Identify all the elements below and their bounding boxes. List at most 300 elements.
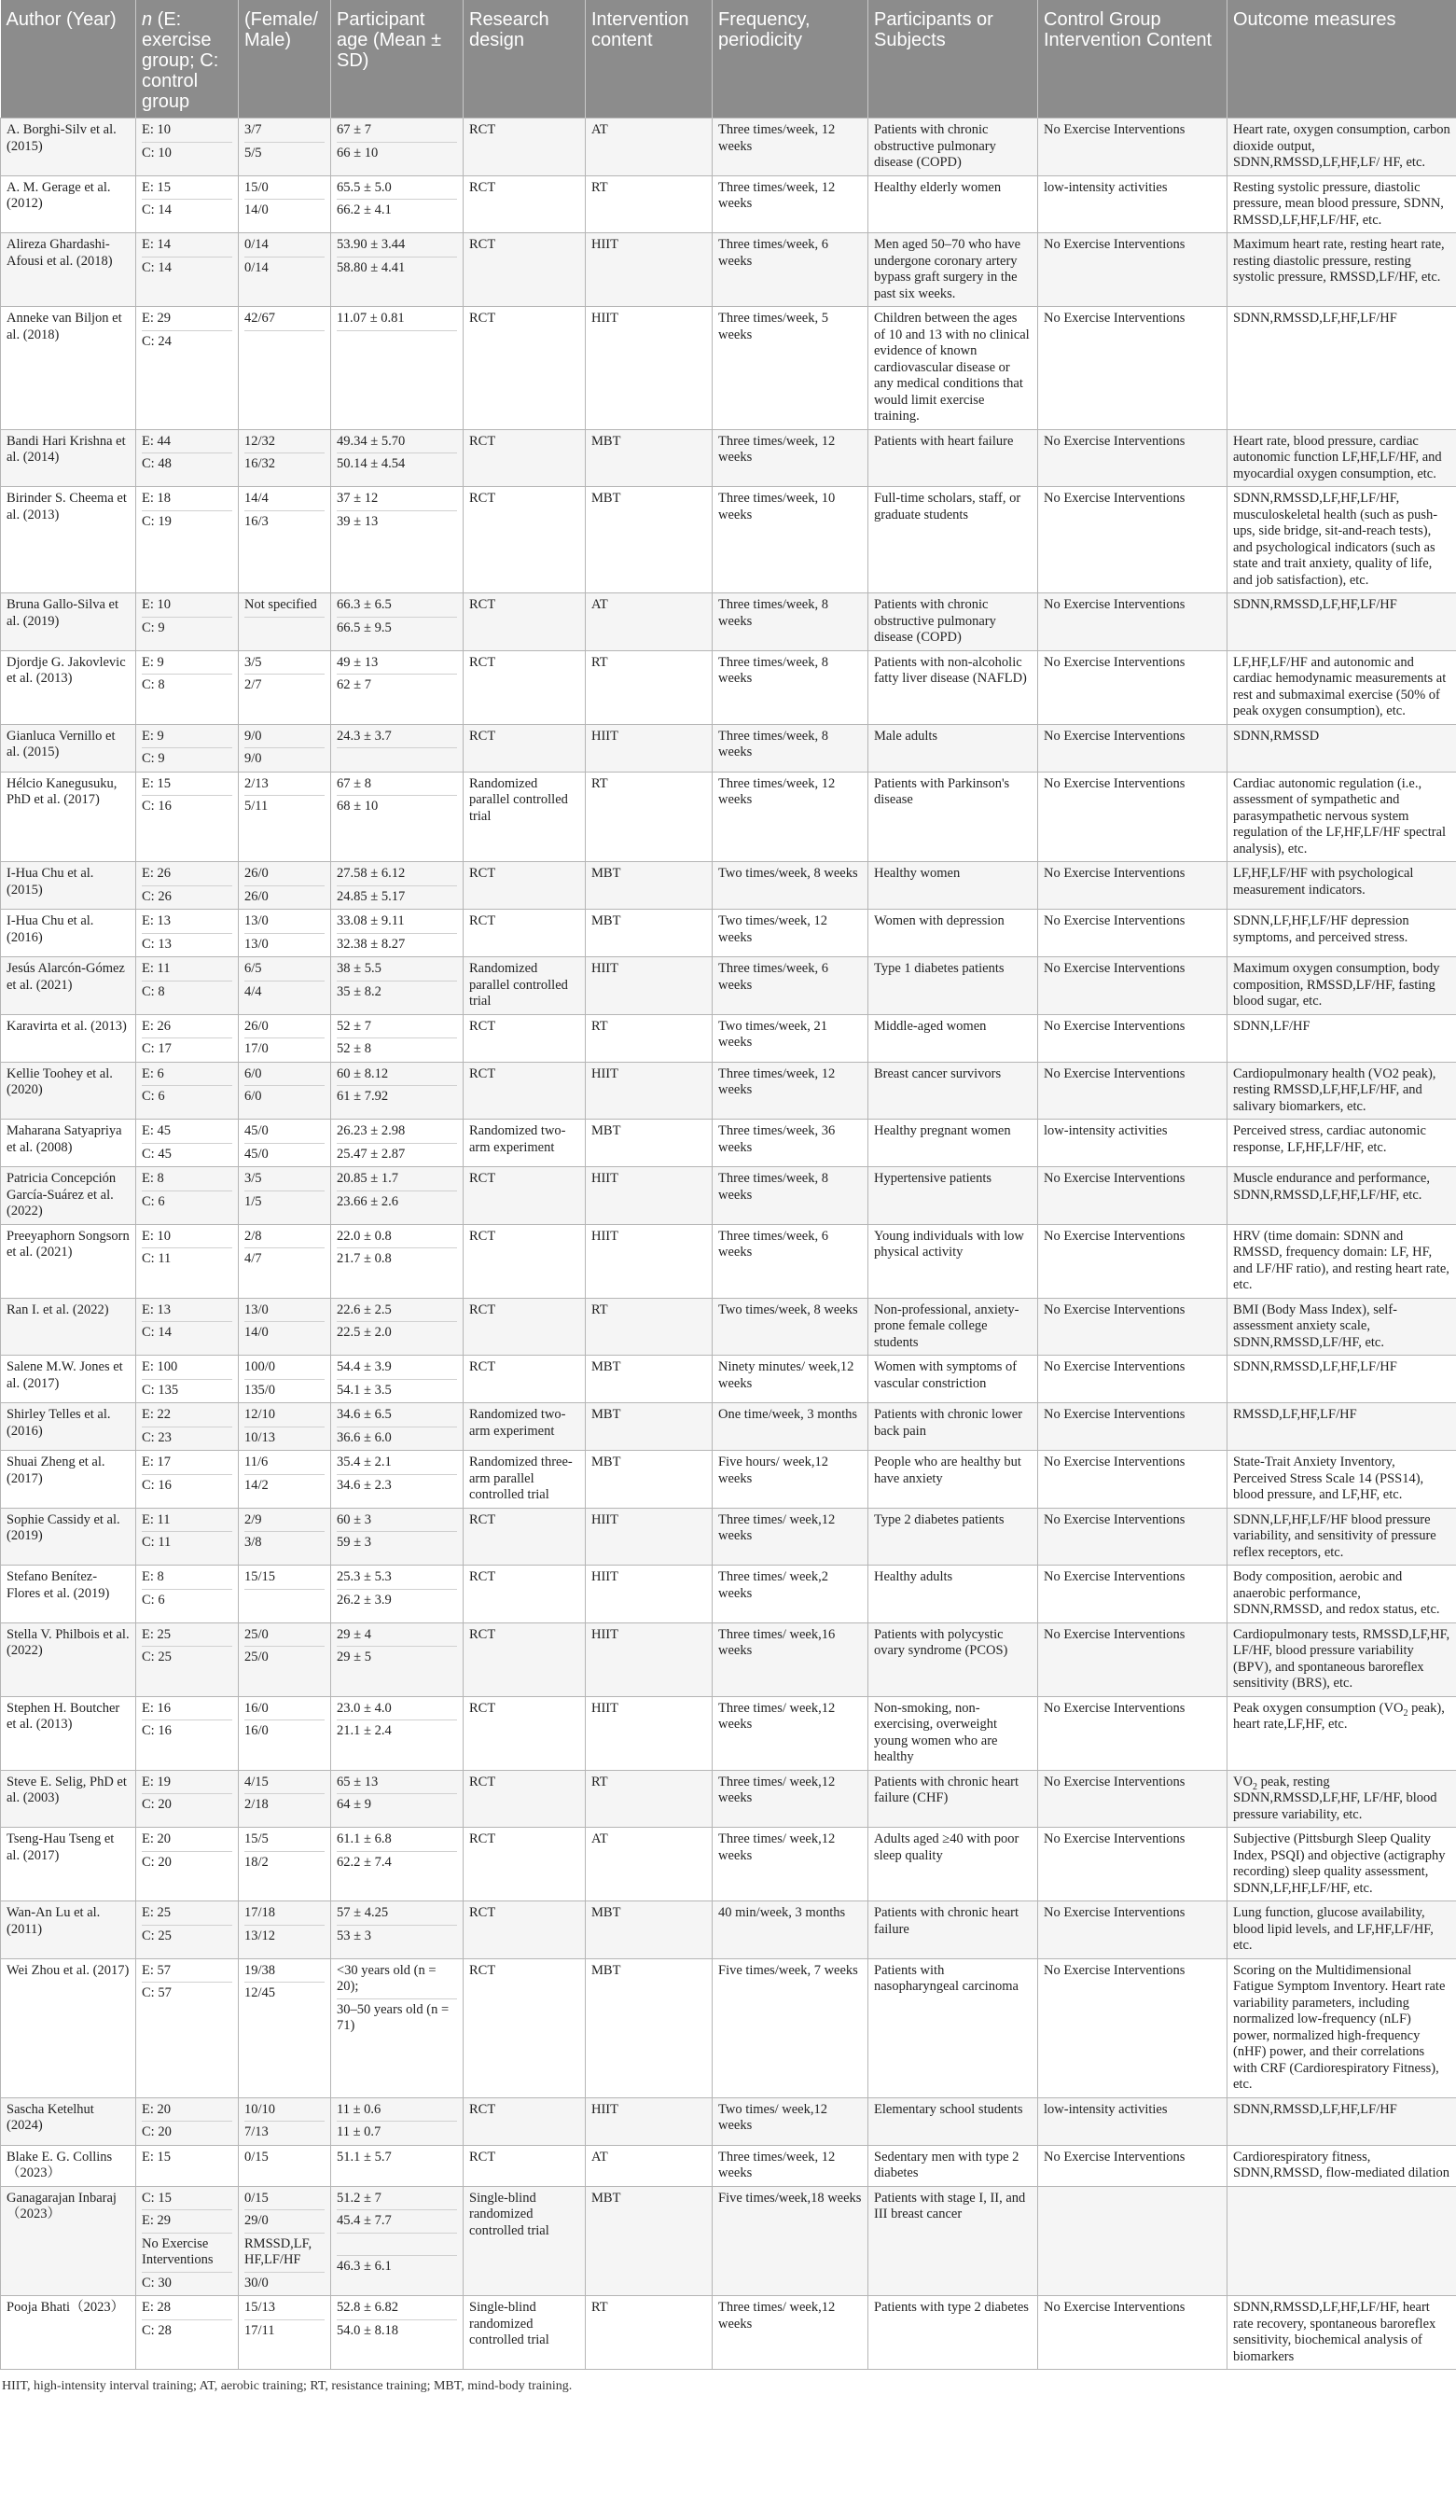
- outcomes-text: RMSSD,LF,HF,LF/HF: [1233, 1407, 1357, 1422]
- cell-sex-ratio-entry: 4/7: [244, 1247, 325, 1268]
- cell-frequency: 40 min/week, 3 months: [713, 1901, 868, 1959]
- cell-outcomes: [1227, 910, 1456, 957]
- cell-sex-ratio-entry: 9/0: [244, 728, 262, 744]
- cell-sex-ratio: [239, 862, 331, 910]
- cell-control: low-intensity activities: [1038, 1120, 1227, 1167]
- cell-sex-ratio-entry: 16/0: [244, 1719, 325, 1740]
- cell-sample-size-entry: E: 10: [142, 597, 172, 612]
- cell-age-entry: 30–50 years old (n = 71): [337, 1998, 457, 2035]
- cell-sample-size-entry: E: 29: [142, 2209, 232, 2230]
- cell-sample-size-entry: E: 25: [142, 1626, 172, 1642]
- cell-participants: Healthy women: [868, 862, 1038, 910]
- cell-design: RCT: [464, 1014, 586, 1062]
- cell-sample-size-entry: C: 25: [142, 1646, 232, 1666]
- cell-sex-ratio-entry: 2/9: [244, 1511, 262, 1527]
- cell-design: RCT: [464, 429, 586, 487]
- cell-sample-size: [136, 2296, 239, 2370]
- cell-control: low-intensity activities: [1038, 175, 1227, 233]
- col-age: Participant age (Mean ± SD): [331, 0, 464, 118]
- outcomes-text: SDNN,RMSSD,LF,HF,LF/HF, heart rate recovery, spontaneous baroreflex sensitivity, biochemical analysis of biomarkers: [1233, 2300, 1436, 2364]
- cell-participants: Type 2 diabetes patients: [868, 1508, 1038, 1566]
- cell-sex-ratio-entry: 42/67: [244, 311, 276, 326]
- cell-sample-size: [136, 1566, 239, 1623]
- cell-age-entry: 37 ± 12: [337, 491, 379, 506]
- cell-sex-ratio-entry: 25/0: [244, 1626, 269, 1642]
- cell-frequency: Three times/ week,12 weeks: [713, 1508, 868, 1566]
- cell-sex-ratio-entry: 1/5: [244, 1190, 325, 1211]
- table-row: [1, 2186, 1456, 2296]
- outcomes-text: Subjective (Pittsburgh Sleep Quality Index, PSQI) and objective (actigraphy recording) sleep quality assessment, SDNN,LF,HF,LF/HF, etc.: [1233, 1831, 1446, 1896]
- cell-outcomes: [1227, 593, 1456, 651]
- cell-age-entry: 53.90 ± 3.44: [337, 237, 406, 252]
- cell-sex-ratio: [239, 429, 331, 487]
- cell-control: No Exercise Interventions: [1038, 1167, 1227, 1225]
- cell-sample-size: [136, 1356, 239, 1403]
- outcomes-text: SDNN,RMSSD,LF,HF,LF/HF, musculoskeletal health (such as push-ups, side bridge, sit-and-reach tests), and psychological indicators (such as state and trait anxiety, quality of life, and job satisfaction), etc.: [1233, 491, 1438, 588]
- cell-sample-size-entry: E: 45: [142, 1123, 172, 1138]
- table-row: [1, 1014, 1456, 1062]
- col-sex: (Female/ Male): [239, 0, 331, 118]
- cell-author: Jesús Alarcón-Gómez et al. (2021): [1, 957, 136, 1015]
- cell-sex-ratio: [239, 175, 331, 233]
- cell-age-entry: 24.3 ± 3.7: [337, 728, 392, 744]
- cell-sample-size-entry: E: 22: [142, 1407, 172, 1422]
- cell-sample-size: [136, 1014, 239, 1062]
- cell-design: RCT: [464, 487, 586, 593]
- cell-intervention: MBT: [586, 1403, 713, 1451]
- cell-outcomes: [1227, 2186, 1456, 2296]
- cell-outcomes: [1227, 772, 1456, 862]
- cell-intervention: HIIT: [586, 1622, 713, 1696]
- cell-sex-ratio: [239, 1298, 331, 1356]
- cell-age: [331, 175, 464, 233]
- cell-sample-size-entry: E: 11: [142, 961, 171, 976]
- cell-sex-ratio-entry: 0/14: [244, 237, 269, 252]
- cell-sample-size-entry: E: 20: [142, 1831, 172, 1846]
- cell-age-entry: 34.6 ± 6.5: [337, 1407, 392, 1422]
- cell-author: Sascha Ketelhut (2024): [1, 2097, 136, 2145]
- cell-control: No Exercise Interventions: [1038, 1451, 1227, 1509]
- cell-author: Anneke van Biljon et al. (2018): [1, 307, 136, 430]
- outcomes-text: Maximum oxygen consumption, body composition, RMSSD,LF/HF, fasting blood sugar, etc.: [1233, 961, 1440, 1009]
- cell-author: Gianluca Vernillo et al. (2015): [1, 724, 136, 772]
- cell-age-entry: 52 ± 7: [337, 1018, 371, 1034]
- cell-sample-size-entry: E: 26: [142, 866, 172, 881]
- cell-intervention: HIIT: [586, 1566, 713, 1623]
- cell-sex-ratio-entry: 45/0: [244, 1123, 269, 1138]
- cell-participants: People who are healthy but have anxiety: [868, 1451, 1038, 1509]
- table-row: [1, 910, 1456, 957]
- cell-frequency: One time/week, 3 months: [713, 1403, 868, 1451]
- cell-age: [331, 1014, 464, 1062]
- cell-sample-size-entry: E: 15: [142, 775, 172, 791]
- cell-sex-ratio: [239, 1508, 331, 1566]
- cell-outcomes: [1227, 1120, 1456, 1167]
- cell-intervention: MBT: [586, 429, 713, 487]
- cell-sample-size-entry: C: 17: [142, 1037, 232, 1058]
- cell-sex-ratio: [239, 1622, 331, 1696]
- cell-sample-size-entry: C: 6: [142, 1085, 232, 1106]
- cell-design: RCT: [464, 1508, 586, 1566]
- cell-age-entry: 50.14 ± 4.54: [337, 452, 457, 473]
- cell-participants: Breast cancer survivors: [868, 1062, 1038, 1120]
- cell-sex-ratio-entry: 19/38: [244, 1962, 276, 1978]
- cell-sample-size-entry: E: 25: [142, 1905, 172, 1920]
- cell-age: [331, 1298, 464, 1356]
- cell-author: Maharana Satyapriya et al. (2008): [1, 1120, 136, 1167]
- cell-age-entry: 60 ± 3: [337, 1511, 371, 1527]
- cell-participants: Sedentary men with type 2 diabetes: [868, 2145, 1038, 2186]
- cell-age: [331, 2097, 464, 2145]
- cell-age-entry: 62.2 ± 7.4: [337, 1851, 457, 1872]
- cell-sex-ratio: [239, 233, 331, 307]
- outcomes-text: Perceived stress, cardiac autonomic response, LF,HF,LF/HF, etc.: [1233, 1123, 1426, 1155]
- cell-author: Blake E. G. Collins（2023）: [1, 2145, 136, 2186]
- cell-sample-size-entry: C: 8: [142, 674, 232, 694]
- cell-sample-size-entry: No Exercise Interventions: [142, 2233, 232, 2269]
- cell-sample-size-entry: C: 20: [142, 1851, 232, 1872]
- cell-control: No Exercise Interventions: [1038, 487, 1227, 593]
- cell-intervention: HIIT: [586, 1167, 713, 1225]
- cell-sex-ratio: [239, 2097, 331, 2145]
- cell-sample-size: [136, 650, 239, 724]
- cell-sex-ratio: [239, 118, 331, 176]
- cell-design: RCT: [464, 118, 586, 176]
- cell-frequency: Three times/week, 8 weeks: [713, 724, 868, 772]
- col-design: Research design: [464, 0, 586, 118]
- cell-control: No Exercise Interventions: [1038, 1958, 1227, 2097]
- cell-age-entry: 66 ± 10: [337, 142, 457, 162]
- cell-sample-size-entry: E: 20: [142, 2101, 172, 2117]
- cell-sex-ratio-entry: 13/0: [244, 1302, 269, 1317]
- cell-age-entry: 25.47 ± 2.87: [337, 1143, 457, 1163]
- cell-intervention: MBT: [586, 1120, 713, 1167]
- outcomes-text: Scoring on the Multidimensional Fatigue Symptom Inventory. Heart rate variability parameters, including normalized low-frequency (nLF) power, normalized high-frequency (nHF) power, and their correlations with CRF (Cardiorespiratory Fitness), etc.: [1233, 1962, 1446, 2092]
- cell-control: No Exercise Interventions: [1038, 118, 1227, 176]
- cell-sex-ratio-entry: [244, 617, 325, 637]
- cell-design: RCT: [464, 593, 586, 651]
- cell-age-entry: 61 ± 7.92: [337, 1085, 457, 1106]
- cell-sex-ratio-entry: Not specified: [244, 597, 317, 612]
- cell-age-entry: 66.3 ± 6.5: [337, 597, 392, 612]
- cell-outcomes: [1227, 2145, 1456, 2186]
- cell-sample-size-entry: E: 19: [142, 1774, 172, 1789]
- cell-age-entry: [337, 747, 457, 768]
- cell-design: Single-blind randomized controlled trial: [464, 2186, 586, 2296]
- cell-control: No Exercise Interventions: [1038, 1403, 1227, 1451]
- cell-age: [331, 1062, 464, 1120]
- cell-frequency: Three times/ week,12 weeks: [713, 2296, 868, 2370]
- cell-sample-size: [136, 1120, 239, 1167]
- cell-sex-ratio-entry: 30/0: [244, 2272, 325, 2292]
- cell-sex-ratio: [239, 1901, 331, 1959]
- cell-frequency: Three times/week, 8 weeks: [713, 650, 868, 724]
- cell-age-entry: 67 ± 8: [337, 775, 371, 791]
- cell-age: [331, 724, 464, 772]
- cell-author: Ganagarajan Inbaraj（2023）: [1, 2186, 136, 2296]
- cell-sex-ratio: [239, 593, 331, 651]
- cell-age-entry: 29 ± 4: [337, 1626, 371, 1642]
- table-row: [1, 957, 1456, 1015]
- cell-participants: Children between the ages of 10 and 13 with no clinical evidence of known cardiovascular disease or any medical conditions that would limit exercise training.: [868, 307, 1038, 430]
- cell-frequency: Three times/ week,16 weeks: [713, 1622, 868, 1696]
- cell-age-entry: 27.58 ± 6.12: [337, 866, 406, 881]
- cell-sex-ratio: [239, 2145, 331, 2186]
- cell-sex-ratio-entry: 4/15: [244, 1774, 269, 1789]
- cell-sample-size-entry: C: 57: [142, 1982, 232, 2002]
- cell-participants: Patients with stage I, II, and III breast cancer: [868, 2186, 1038, 2296]
- cell-age: [331, 1828, 464, 1901]
- cell-age-entry: 65 ± 13: [337, 1774, 379, 1789]
- cell-sample-size-entry: C: 9: [142, 617, 232, 637]
- cell-author: Shirley Telles et al. (2016): [1, 1403, 136, 1451]
- cell-sex-ratio-entry: 13/0: [244, 933, 325, 954]
- cell-sample-size-entry: C: 48: [142, 452, 232, 473]
- cell-intervention: MBT: [586, 1901, 713, 1959]
- cell-sample-size-entry: C: 45: [142, 1143, 232, 1163]
- cell-outcomes: [1227, 233, 1456, 307]
- cell-sample-size-entry: E: 100: [142, 1359, 178, 1374]
- cell-age: [331, 772, 464, 862]
- cell-sample-size-entry: C: 25: [142, 1925, 232, 1945]
- cell-age: [331, 1958, 464, 2097]
- cell-age: [331, 2145, 464, 2186]
- cell-sample-size: [136, 1167, 239, 1225]
- cell-control: No Exercise Interventions: [1038, 1224, 1227, 1298]
- cell-control: No Exercise Interventions: [1038, 2145, 1227, 2186]
- cell-frequency: Three times/week, 12 weeks: [713, 2145, 868, 2186]
- outcomes-text: SDNN,RMSSD,LF,HF,LF/HF: [1233, 597, 1397, 612]
- cell-design: RCT: [464, 2145, 586, 2186]
- cell-sex-ratio-entry: 17/18: [244, 1905, 276, 1920]
- table-row: [1, 772, 1456, 862]
- cell-author: Tseng-Hau Tseng et al. (2017): [1, 1828, 136, 1901]
- cell-sample-size-entry: C: 11: [142, 1247, 232, 1268]
- cell-control: No Exercise Interventions: [1038, 1828, 1227, 1901]
- cell-intervention: MBT: [586, 2186, 713, 2296]
- cell-sample-size-entry: E: 8: [142, 1171, 164, 1186]
- cell-sex-ratio: [239, 772, 331, 862]
- cell-outcomes: [1227, 429, 1456, 487]
- cell-sample-size: [136, 2097, 239, 2145]
- cell-control: No Exercise Interventions: [1038, 1508, 1227, 1566]
- cell-sex-ratio-entry: 6/0: [244, 1065, 262, 1081]
- cell-age-entry: 11.07 ± 0.81: [337, 311, 405, 326]
- cell-control: No Exercise Interventions: [1038, 957, 1227, 1015]
- cell-author: Shuai Zheng et al. (2017): [1, 1451, 136, 1509]
- outcomes-text: SDNN,LF,HF,LF/HF blood pressure variability, and sensitivity of pressure reflex receptors, etc.: [1233, 1511, 1436, 1560]
- table-row: [1, 1958, 1456, 2097]
- cell-control: No Exercise Interventions: [1038, 233, 1227, 307]
- cell-sample-size: [136, 1451, 239, 1509]
- cell-intervention: MBT: [586, 1958, 713, 2097]
- cell-sample-size-entry: C: 28: [142, 2319, 232, 2340]
- table-row: [1, 1508, 1456, 1566]
- cell-sample-size: [136, 1901, 239, 1959]
- table-row: [1, 1696, 1456, 1770]
- cell-age-entry: 54.0 ± 8.18: [337, 2319, 457, 2340]
- cell-intervention: AT: [586, 118, 713, 176]
- cell-age-entry: 67 ± 7: [337, 122, 371, 137]
- outcomes-text: Maximum heart rate, resting heart rate, resting diastolic pressure, resting systolic pressure, RMSSD,LF/HF, etc.: [1233, 237, 1445, 285]
- cell-intervention: RT: [586, 650, 713, 724]
- cell-design: RCT: [464, 862, 586, 910]
- cell-author: Sophie Cassidy et al. (2019): [1, 1508, 136, 1566]
- cell-control: No Exercise Interventions: [1038, 910, 1227, 957]
- cell-control: No Exercise Interventions: [1038, 1770, 1227, 1828]
- table-row: [1, 593, 1456, 651]
- cell-sex-ratio-entry: 26/0: [244, 866, 269, 881]
- cell-outcomes: [1227, 1508, 1456, 1566]
- cell-intervention: HIIT: [586, 1224, 713, 1298]
- cell-frequency: Three times/ week,2 weeks: [713, 1566, 868, 1623]
- col-author: Author (Year): [1, 0, 136, 118]
- cell-outcomes: [1227, 1958, 1456, 2097]
- cell-age-entry: 46.3 ± 6.1: [337, 2255, 457, 2276]
- cell-sex-ratio-entry: 13/0: [244, 913, 269, 928]
- cell-design: Randomized parallel controlled trial: [464, 772, 586, 862]
- cell-age-entry: 58.80 ± 4.41: [337, 257, 457, 277]
- cell-design: RCT: [464, 1566, 586, 1623]
- outcomes-prefix: Peak oxygen consumption (VO: [1233, 1700, 1404, 1716]
- cell-sample-size-entry: E: 10: [142, 122, 172, 137]
- cell-participants: Hypertensive patients: [868, 1167, 1038, 1225]
- cell-control: No Exercise Interventions: [1038, 1298, 1227, 1356]
- cell-outcomes: [1227, 1167, 1456, 1225]
- cell-age-entry: 29 ± 5: [337, 1646, 457, 1666]
- cell-outcomes: [1227, 957, 1456, 1015]
- cell-age-entry: 11 ± 0.7: [337, 2121, 457, 2141]
- cell-outcomes: [1227, 1403, 1456, 1451]
- cell-intervention: AT: [586, 593, 713, 651]
- cell-author: Wei Zhou et al. (2017): [1, 1958, 136, 2097]
- cell-sex-ratio-entry: 9/0: [244, 747, 325, 768]
- cell-sample-size-entry: E: 15: [142, 179, 172, 195]
- cell-age-entry: <30 years old (n = 20);: [337, 1962, 437, 1994]
- cell-sex-ratio: [239, 307, 331, 430]
- cell-sample-size-entry: C: 16: [142, 1474, 232, 1495]
- cell-frequency: Three times/week, 6 weeks: [713, 233, 868, 307]
- cell-sample-size-entry: C: 24: [142, 330, 232, 351]
- cell-frequency: Three times/ week,12 weeks: [713, 1696, 868, 1770]
- cell-participants: Middle-aged women: [868, 1014, 1038, 1062]
- cell-frequency: Three times/week, 6 weeks: [713, 957, 868, 1015]
- cell-outcomes: [1227, 862, 1456, 910]
- cell-participants: Men aged 50–70 who have undergone coronary artery bypass graft surgery in the past six weeks.: [868, 233, 1038, 307]
- cell-frequency: Three times/week, 12 weeks: [713, 772, 868, 862]
- cell-control: No Exercise Interventions: [1038, 1622, 1227, 1696]
- cell-participants: Patients with nasopharyngeal carcinoma: [868, 1958, 1038, 2097]
- outcomes-text: SDNN,RMSSD,LF,HF,LF/HF: [1233, 1359, 1397, 1374]
- cell-age-entry: 61.1 ± 6.8: [337, 1831, 392, 1846]
- cell-control: [1038, 2186, 1227, 2296]
- cell-sample-size: [136, 175, 239, 233]
- cell-age: [331, 1403, 464, 1451]
- cell-sex-ratio-entry: [244, 1589, 325, 1609]
- cell-age-entry: 62 ± 7: [337, 674, 457, 694]
- cell-sample-size-entry: C: 16: [142, 795, 232, 815]
- table-body: [1, 118, 1456, 2370]
- cell-sex-ratio-entry: 16/3: [244, 510, 325, 531]
- outcomes-text: SDNN,RMSSD,LF,HF,LF/HF: [1233, 2101, 1397, 2117]
- cell-participants: Patients with chronic heart failure: [868, 1901, 1038, 1959]
- cell-sex-ratio-entry: 18/2: [244, 1851, 325, 1872]
- outcomes-text: SDNN,LF/HF: [1233, 1018, 1310, 1034]
- outcomes-text: Cardiopulmonary tests, RMSSD,LF,HF, LF/HF, blood pressure variability (BPV), and spontaneous baroreflex sensitivity (BRS), etc.: [1233, 1626, 1450, 1691]
- cell-intervention: HIIT: [586, 233, 713, 307]
- cell-age-entry: 57 ± 4.25: [337, 1905, 389, 1920]
- cell-sample-size-entry: E: 15: [142, 2149, 172, 2165]
- cell-sample-size: [136, 307, 239, 430]
- cell-sex-ratio-entry: 25/0: [244, 1646, 325, 1666]
- cell-intervention: RT: [586, 175, 713, 233]
- cell-control: No Exercise Interventions: [1038, 1566, 1227, 1623]
- cell-outcomes: [1227, 1451, 1456, 1509]
- cell-sample-size: [136, 1696, 239, 1770]
- outcomes-text: SDNN,RMSSD: [1233, 728, 1320, 744]
- col-n-italic: n: [142, 9, 153, 30]
- cell-intervention: MBT: [586, 910, 713, 957]
- cell-design: RCT: [464, 1828, 586, 1901]
- cell-intervention: AT: [586, 2145, 713, 2186]
- cell-sex-ratio-entry: 12/45: [244, 1982, 325, 2002]
- cell-frequency: Two times/ week,12 weeks: [713, 2097, 868, 2145]
- cell-sample-size: [136, 1828, 239, 1901]
- cell-sample-size-entry: E: 8: [142, 1569, 164, 1584]
- cell-age: [331, 1224, 464, 1298]
- cell-frequency: Three times/week, 6 weeks: [713, 1224, 868, 1298]
- table-row: [1, 307, 1456, 430]
- cell-sample-size: [136, 1958, 239, 2097]
- cell-age: [331, 1508, 464, 1566]
- cell-outcomes: [1227, 2296, 1456, 2370]
- cell-age-entry: 35.4 ± 2.1: [337, 1455, 392, 1469]
- cell-participants: Full-time scholars, staff, or graduate students: [868, 487, 1038, 593]
- cell-sample-size: [136, 2186, 239, 2296]
- cell-outcomes: [1227, 1224, 1456, 1298]
- outcomes-text: LF,HF,LF/HF with psychological measurement indicators.: [1233, 866, 1414, 898]
- cell-frequency: Five times/week,18 weeks: [713, 2186, 868, 2296]
- cell-intervention: RT: [586, 2296, 713, 2370]
- cell-control: No Exercise Interventions: [1038, 1014, 1227, 1062]
- cell-sex-ratio-entry: 0/14: [244, 257, 325, 277]
- cell-age-entry: 36.6 ± 6.0: [337, 1427, 457, 1447]
- cell-sample-size-entry: C: 20: [142, 2121, 232, 2141]
- cell-age: [331, 862, 464, 910]
- outcomes-text: SDNN,LF,HF,LF/HF depression symptoms, and perceived stress.: [1233, 913, 1409, 945]
- cell-author: Karavirta et al. (2013): [1, 1014, 136, 1062]
- cell-sex-ratio: [239, 1014, 331, 1062]
- cell-age-entry: 53 ± 3: [337, 1925, 457, 1945]
- cell-age-entry: 65.5 ± 5.0: [337, 179, 392, 195]
- cell-control: No Exercise Interventions: [1038, 429, 1227, 487]
- cell-sex-ratio-entry: 4/4: [244, 981, 325, 1001]
- cell-sex-ratio-entry: RMSSD,LF, HF,LF/HF: [244, 2233, 325, 2269]
- cell-author: I-Hua Chu et al. (2016): [1, 910, 136, 957]
- table-row: [1, 1356, 1456, 1403]
- cell-sex-ratio-entry: 2/18: [244, 1793, 325, 1814]
- table-row: [1, 2145, 1456, 2186]
- cell-sex-ratio: [239, 1062, 331, 1120]
- cell-intervention: HIIT: [586, 307, 713, 430]
- cell-author: Stella V. Philbois et al. (2022): [1, 1622, 136, 1696]
- outcomes-text: HRV (time domain: SDNN and RMSSD, frequency domain: LF, HF, and LF/HF ratio), and resting heart rate, etc.: [1233, 1228, 1449, 1292]
- cell-design: RCT: [464, 910, 586, 957]
- cell-outcomes: [1227, 2097, 1456, 2145]
- cell-intervention: RT: [586, 772, 713, 862]
- cell-sex-ratio-entry: 15/0: [244, 179, 269, 195]
- outcomes-text: Lung function, glucose availability, blood lipid levels, and LF,HF,LF/HF, etc.: [1233, 1905, 1434, 1953]
